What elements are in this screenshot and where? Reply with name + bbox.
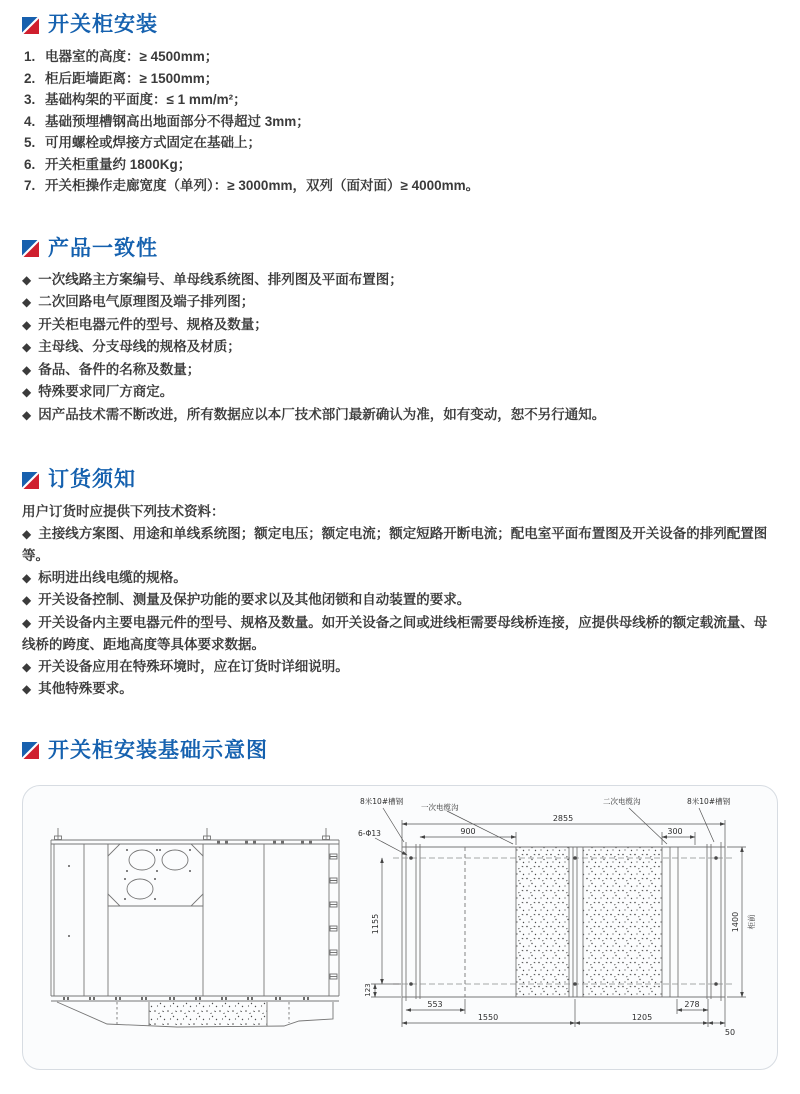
item-text: 开关设备控制、测量及保护功能的要求以及其他闭锁和自动装置的要求。: [38, 592, 471, 608]
dim-1205: 1205: [631, 1013, 653, 1023]
diamond-bullet-icon: ◆: [22, 317, 32, 332]
dim-right-offset: 300: [667, 827, 683, 837]
section-foundation-heading: [22, 739, 778, 763]
diamond-bullet-icon: ◆: [22, 407, 32, 422]
diamond-bullet-icon: ◆: [22, 570, 32, 585]
diamond-bullet-icon: ◆: [22, 682, 32, 697]
label-channel-steel-right: 8米10#槽钢: [687, 797, 731, 807]
item-text: 开关柜电器元件的型号、规格及数量；: [38, 316, 268, 332]
dim-left-height: 1155: [371, 913, 380, 935]
section-title: 开关柜安装: [48, 13, 158, 36]
list-item: [22, 612, 778, 656]
item-text: 基础预埋槽钢高出地面部分不得超过 3mm；: [45, 113, 310, 129]
list-item: [22, 404, 778, 427]
item-text: 因产品技术需不断改进，所有数据应以本厂技术部门最新确认为准，如有变动，恕不另行通知。: [38, 406, 606, 422]
section-marker-icon: [22, 472, 39, 489]
item-text: 标明进出线电缆的规格。: [38, 569, 187, 585]
list-item: [22, 359, 778, 382]
item-text: 开关设备内主要电器元件的型号、规格及数量。如开关设备之间或进线柜需要母线桥连接，应提供母线桥的额定载流量、母线桥的跨度、距地高度等具体要求数据。: [22, 614, 768, 653]
dim-bottom-left-height: 123: [364, 983, 372, 997]
section-title: 产品一致性: [48, 236, 158, 260]
list-item: [22, 46, 778, 68]
diamond-bullet-icon: ◆: [22, 593, 32, 608]
diamond-bullet-icon: ◆: [22, 615, 32, 630]
dim-1550: 1550: [477, 1013, 499, 1023]
diamond-bullet-icon: ◆: [22, 526, 32, 541]
dim-right-height: 1400: [731, 911, 740, 933]
dim-left-offset: 900: [460, 827, 476, 837]
foundation-diagram-panel: [22, 785, 778, 1070]
foundation-plan-drawing: [357, 792, 761, 1043]
item-text: 开关设备应用在特殊环境时，应在订货时详细说明。: [38, 658, 349, 674]
label-bolt-holes: 6-Φ13: [358, 829, 381, 839]
diamond-bullet-icon: ◆: [22, 659, 32, 674]
label-cabinet-front: 柜前: [747, 914, 756, 930]
diamond-bullet-icon: ◆: [22, 385, 32, 400]
item-text: 开关柜操作走廊宽度（单列）：≥ 3000mm，双列（面对面）≥ 4000mm。: [45, 178, 480, 194]
list-item: [22, 523, 778, 567]
dim-50: 50: [724, 1028, 736, 1038]
item-text: 备品、备件的名称及数量；: [38, 361, 201, 377]
list-item: [22, 314, 778, 337]
item-text: 电器室的高度：≥ 4500mm；: [45, 49, 219, 65]
label-primary-cable-trench: 一次电缆沟: [421, 803, 459, 813]
list-item: [22, 89, 778, 111]
section-ordering-heading: [22, 468, 778, 492]
document-page: [0, 13, 800, 1094]
label-channel-steel-left: 8米10#槽钢: [360, 797, 404, 807]
dim-553: 553: [427, 1000, 443, 1010]
item-number: 6.: [24, 156, 36, 172]
section-title: 订货须知: [48, 468, 136, 492]
item-number: 3.: [24, 92, 36, 108]
item-text: 其他特殊要求。: [38, 681, 133, 697]
item-text: 主接线方案图、用途和单线系统图；额定电压；额定电流；额定短路开断电流；配电室平面布置图及开关设备的排列配置图等。: [22, 525, 768, 564]
item-number: 1.: [24, 49, 36, 65]
ordering-intro: 用户订货时应提供下列技术资料：: [22, 504, 225, 520]
dim-278: 278: [684, 1000, 700, 1010]
section-title: 开关柜安装基础示意图: [48, 738, 268, 762]
item-text: 特殊要求同厂方商定。: [38, 384, 174, 400]
list-item: [22, 175, 778, 197]
item-text: 主母线、分支母线的规格及材质；: [38, 339, 241, 355]
section-marker-icon: [22, 17, 39, 34]
list-item: [22, 291, 778, 314]
list-item: [22, 678, 778, 701]
item-number: 4.: [24, 113, 36, 129]
diamond-bullet-icon: ◆: [22, 340, 32, 355]
list-item: [22, 656, 778, 679]
ordering-list: [22, 523, 778, 701]
item-text: 基础构架的平面度：≤ 1 mm/m²；: [45, 92, 247, 108]
item-number: 5.: [24, 135, 36, 151]
list-item: [22, 154, 778, 176]
label-secondary-cable-trench: 二次电缆沟: [603, 797, 641, 807]
list-item: [22, 589, 778, 612]
section-consistency-heading: [22, 237, 778, 261]
item-text: 二次回路电气原理图及端子排列图；: [38, 294, 255, 310]
list-item: [22, 111, 778, 133]
list-item: [22, 381, 778, 404]
section-install-heading: [22, 13, 778, 37]
list-item: [22, 132, 778, 154]
item-number: 2.: [24, 70, 36, 86]
section-marker-icon: [22, 742, 39, 759]
install-requirements-list: [22, 46, 778, 197]
item-number: 7.: [24, 178, 36, 194]
item-text: 可用螺栓或焊接方式固定在基础上；: [45, 135, 261, 151]
consistency-list: [22, 269, 778, 427]
list-item: [22, 567, 778, 590]
list-item: [22, 269, 778, 292]
item-text: 柜后距墙距离：≥ 1500mm；: [45, 70, 219, 86]
diamond-bullet-icon: ◆: [22, 295, 32, 310]
list-item: [22, 68, 778, 90]
cabinet-plan-drawing: [49, 826, 345, 1045]
item-text: 开关柜重量约 1800Kg；: [45, 156, 192, 172]
list-item: [22, 336, 778, 359]
diamond-bullet-icon: ◆: [22, 272, 32, 287]
section-marker-icon: [22, 240, 39, 257]
dim-total-width: 2855: [552, 814, 574, 824]
diamond-bullet-icon: ◆: [22, 362, 32, 377]
item-text: 一次线路主方案编号、单母线系统图、排列图及平面布置图；: [38, 271, 403, 287]
